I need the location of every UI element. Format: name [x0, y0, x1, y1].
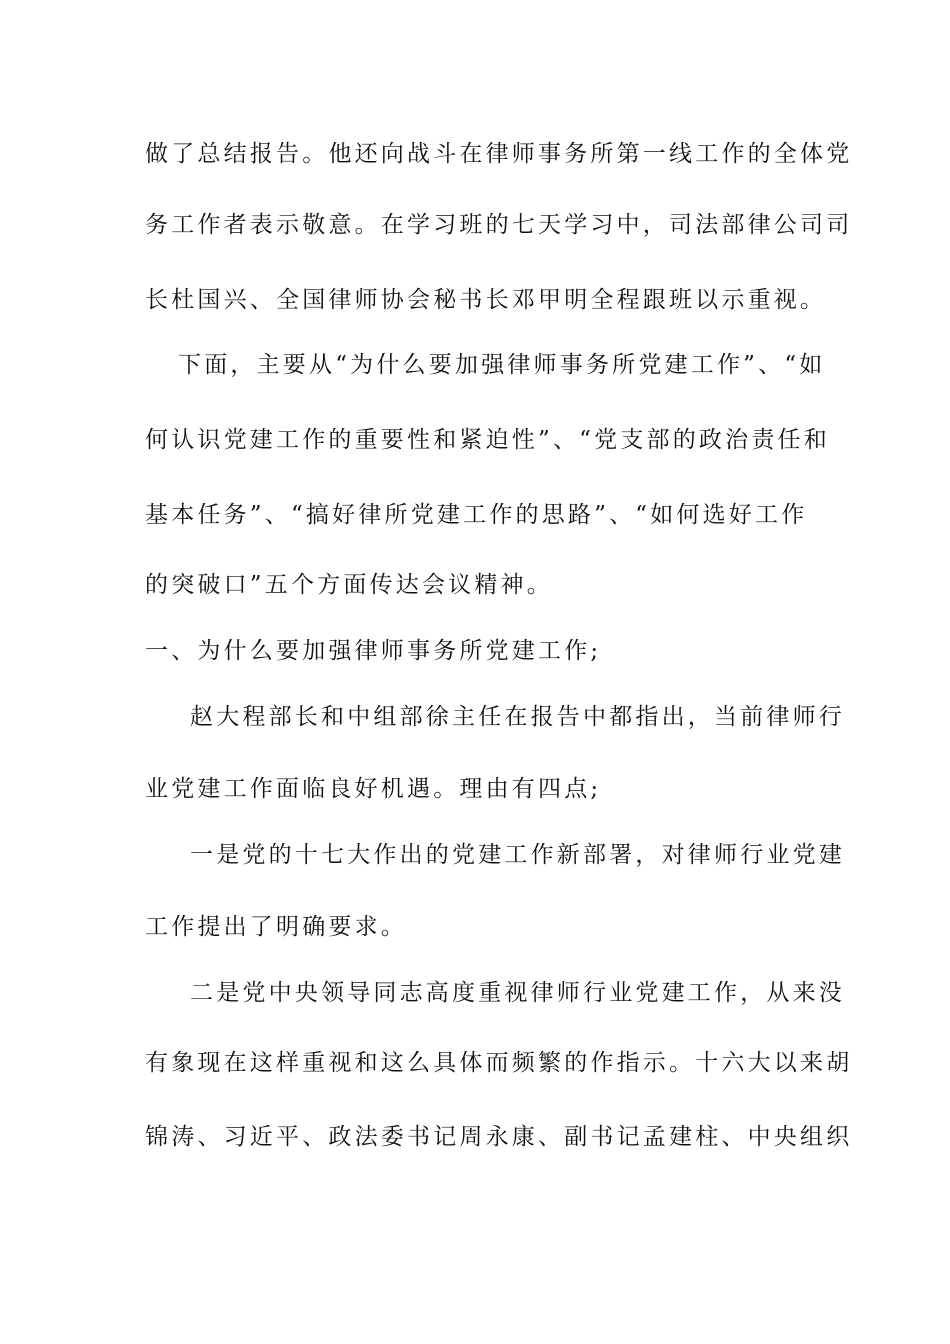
- text-line: 长杜国兴、全国律师协会秘书长邓甲明全程跟班以示重视。: [145, 287, 827, 313]
- text-line: 做了总结报告。他还向战斗在律师事务所第一线工作的全体党: [145, 141, 853, 167]
- text-line: 下面，主要从“为什么要加强律师事务所党建工作”、“如: [178, 352, 826, 378]
- text-line: 锦涛、习近平、政法委书记周永康、副书记孟建柱、中央组织: [145, 1124, 853, 1150]
- text-line: 工作提出了明确要求。: [145, 914, 407, 940]
- text-line: 的突破口”五个方面传达会议精神。: [145, 572, 553, 598]
- text-line: 务工作者表示敬意。在学习班的七天学习中，司法部律公司司: [145, 212, 853, 238]
- text-line: 一是党的十七大作出的党建工作新部署，对律师行业党建: [190, 842, 845, 868]
- text-line: 赵大程部长和中组部徐主任在报告中都指出，当前律师行: [190, 704, 845, 730]
- text-line: 有象现在这样重视和这么具体而频繁的作指示。十六大以来胡: [145, 1050, 853, 1076]
- text-line: 基本任务”、“搞好律所党建工作的思路”、“如何选好工作: [145, 502, 808, 528]
- text-line: 二是党中央领导同志高度重视律师行业党建工作，从来没: [190, 980, 845, 1006]
- text-line: 业党建工作面临良好机遇。理由有四点;: [145, 776, 602, 802]
- section-heading: 一、为什么要加强律师事务所党建工作;: [145, 638, 602, 664]
- text-line: 何认识党建工作的重要性和紧迫性”、“党支部的政治责任和: [145, 427, 830, 453]
